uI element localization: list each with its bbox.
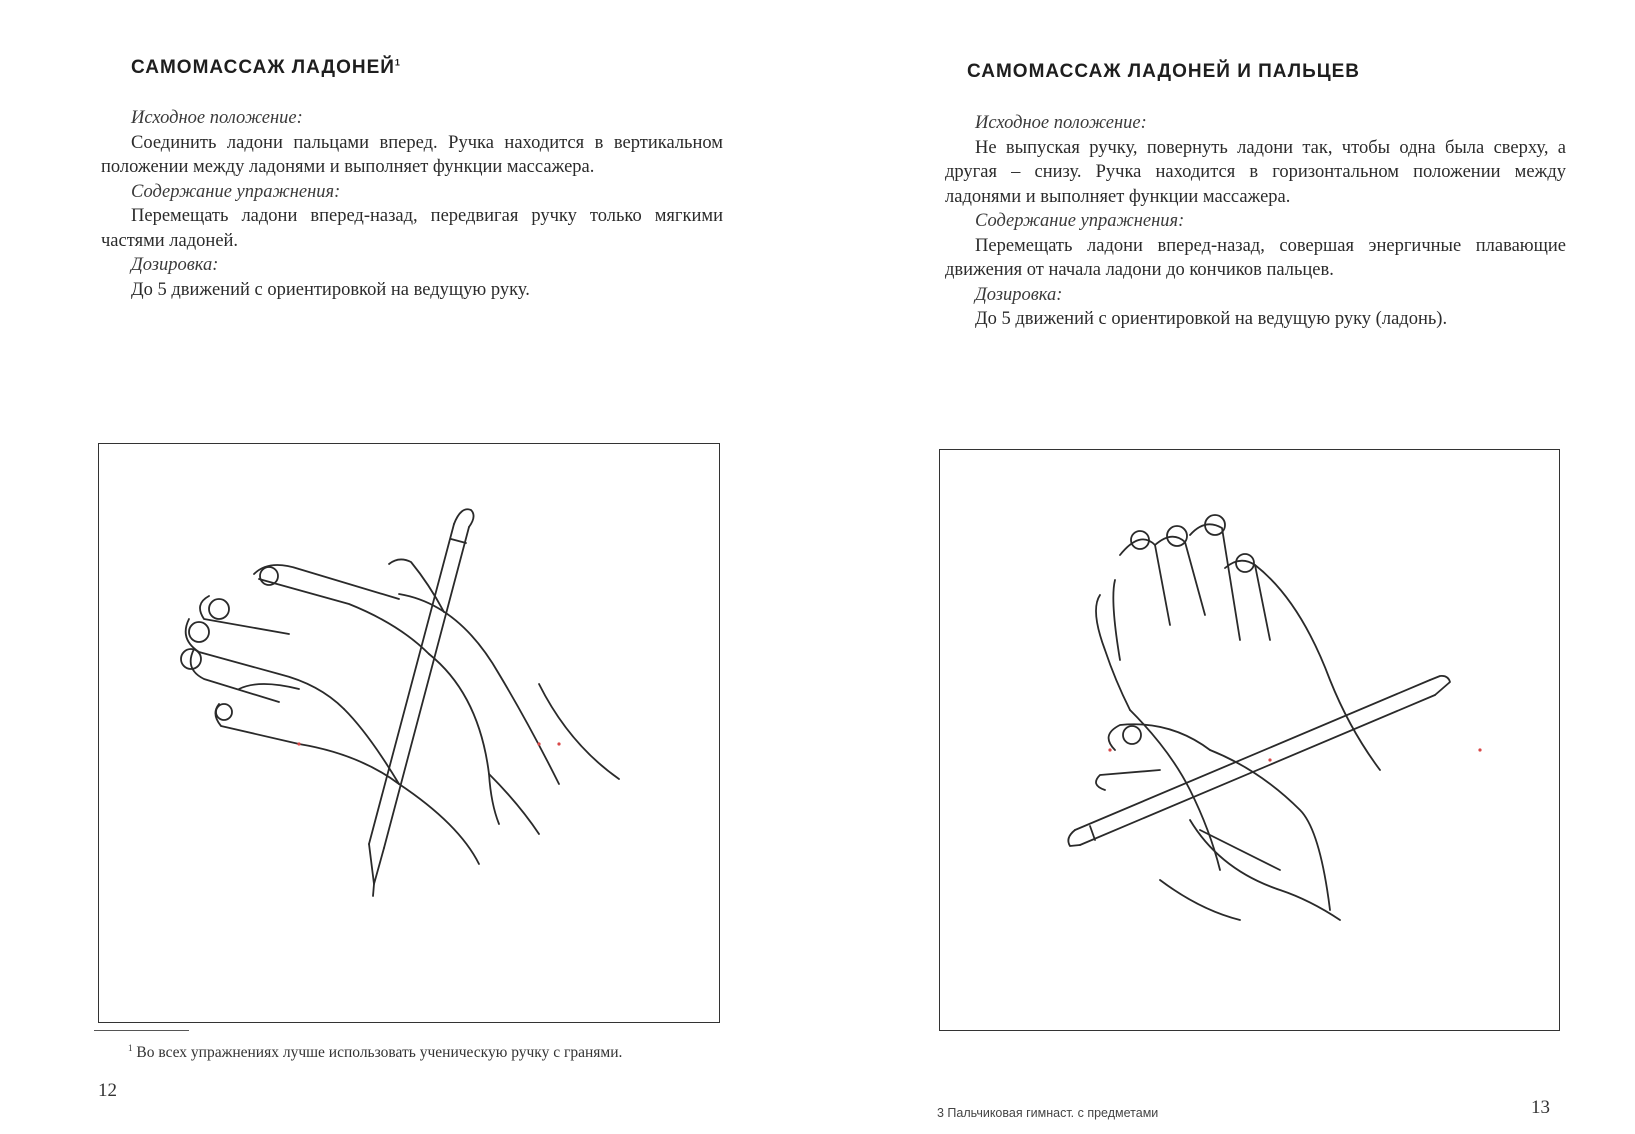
hands-horizontal-pen-illustration (940, 450, 1559, 1030)
right-page-number: 13 (1531, 1097, 1550, 1118)
left-page-number: 12 (98, 1080, 117, 1101)
right-dose-label: Дозировка: (975, 284, 1063, 305)
left-dose-label: Дозировка: (131, 255, 219, 275)
top-hand-drawing (1096, 515, 1380, 870)
right-dose-text: До 5 движений с ориентировкой на ведущую руку (ладонь). (975, 309, 1448, 329)
right-content-label: Содержание упражнения: (975, 211, 1185, 231)
left-exercise-text (101, 106, 723, 302)
left-page-title (131, 57, 401, 79)
left-title-text: САМОМАССАЖ ЛАДОНЕЙ (131, 57, 395, 78)
right-start-text: Не выпуская ручку, повернуть ладони так, чтобы одна была сверху, а другая – снизу. Ручка находится в горизонтальном положении между ладонями и выполняет функции массажера. (945, 137, 1566, 207)
right-page-title: САМОМАССАЖ ЛАДОНЕЙ И ПАЛЬЦЕВ (967, 61, 1360, 82)
front-hand-drawing (181, 579, 499, 864)
right-start-label: Исходное положение: (975, 113, 1147, 133)
left-content-label: Содержание упражнения: (131, 181, 341, 202)
left-illustration-frame (98, 443, 720, 1023)
right-content-text: Перемещать ладони вперед-назад, совершая энергичные плавающие движения от начала ладони до кончиков пальцев. (945, 235, 1566, 280)
left-dose-text: До 5 движений с ориентировкой на ведущую руку. (131, 279, 530, 300)
left-footnote (128, 1043, 622, 1062)
footnote-mark: 1 (128, 1043, 133, 1053)
right-page (817, 0, 1635, 1134)
right-illustration-frame (939, 449, 1560, 1031)
left-start-text: Соединить ладони пальцами вперед. Ручка находится в вертикальном положении между ладонями и выполняет функции массажера. (101, 132, 723, 177)
printer-signature: 3 Пальчиковая гимнаст. с предметами (937, 1106, 1159, 1120)
left-content-text: Перемещать ладони вперед-назад, передвигая ручку только мягкими частями ладоней. (101, 206, 723, 251)
footnote-text: Во всех упражнениях лучше использовать ученическую ручку с гранями. (136, 1044, 623, 1062)
left-start-label: Исходное положение: (131, 108, 303, 128)
pen-vertical-drawing (369, 509, 474, 896)
left-page (0, 0, 817, 1134)
footnote-rule (94, 1030, 189, 1031)
hands-vertical-pen-illustration (99, 444, 719, 1022)
right-exercise-text (945, 111, 1566, 332)
left-title-footnote-mark: 1 (394, 57, 401, 68)
wrist-line-drawing (489, 774, 539, 834)
